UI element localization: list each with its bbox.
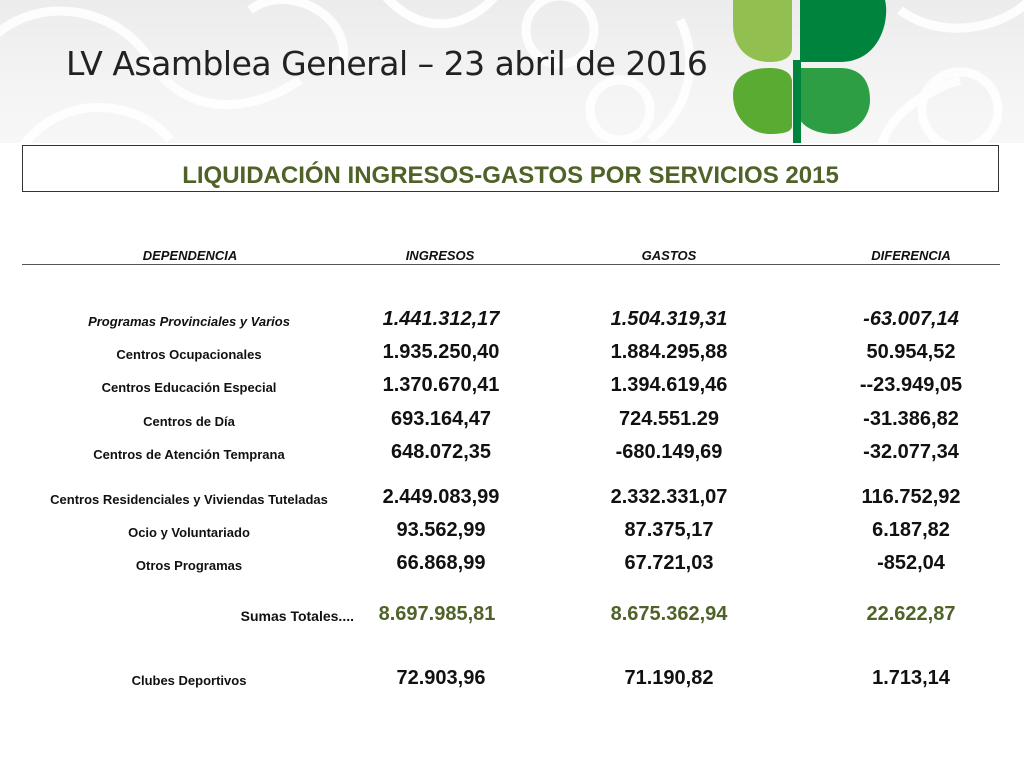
row-ingresos: 93.562,99 (396, 519, 486, 541)
slide-title: LV Asamblea General – 23 abril de 2016 (66, 44, 708, 83)
clover-logo (730, 0, 890, 143)
table-row (0, 479, 1024, 509)
row-label: Otros Programas (135, 558, 243, 573)
header-dependencia: DEPENDENCIA (142, 248, 238, 263)
table-row (0, 334, 1024, 364)
row-gastos: -680.149,69 (615, 441, 723, 463)
row-diferencia: --23.949,05 (859, 374, 963, 396)
row-label: Centros de Atención Temprana (93, 447, 285, 462)
row-ingresos: 1.441.312,17 (382, 308, 500, 330)
row-gastos: 67.721,03 (624, 552, 714, 574)
totals-label: Sumas Totales.... (240, 608, 354, 624)
table-row (0, 367, 1024, 397)
row-gastos: 2.332.331,07 (610, 486, 728, 508)
row-label: Centros de Día (143, 414, 235, 429)
extra-diferencia: 1.713,14 (872, 667, 950, 689)
row-ingresos: 1.935.250,40 (382, 341, 500, 363)
header-band (0, 0, 1024, 143)
row-ingresos: 693.164,47 (390, 408, 492, 430)
row-diferencia: 50.954,52 (866, 341, 956, 363)
row-ingresos: 66.868,99 (396, 552, 486, 574)
row-label: Centros Educación Especial (101, 380, 277, 395)
totals-diferencia: 22.622,87 (866, 603, 956, 625)
table-row (0, 401, 1024, 431)
row-diferencia: -63.007,14 (863, 308, 959, 330)
extra-row (0, 660, 1024, 690)
table-title: LIQUIDACIÓN INGRESOS-GASTOS POR SERVICIOS 2015 (182, 162, 839, 189)
row-label: Programas Provinciales y Varios (88, 314, 290, 329)
table-title-box (22, 145, 999, 192)
header-gastos: GASTOS (641, 248, 697, 263)
row-diferencia: 6.187,82 (872, 519, 950, 541)
row-gastos: 724.551.29 (618, 408, 720, 430)
table-row (0, 512, 1024, 542)
extra-ingresos: 72.903,96 (396, 667, 486, 689)
row-ingresos: 1.370.670,41 (382, 374, 500, 396)
header-diferencia: DIFERENCIA (871, 248, 951, 263)
row-diferencia: -852,04 (877, 552, 945, 574)
row-gastos: 1.504.319,31 (610, 308, 728, 330)
row-ingresos: 648.072,35 (390, 441, 492, 463)
extra-gastos: 71.190,82 (624, 667, 714, 689)
row-label: Centros Ocupacionales (116, 347, 262, 362)
table-header-row (22, 246, 1000, 265)
row-gastos: 87.375,17 (624, 519, 714, 541)
row-label: Centros Residenciales y Viviendas Tuteladas (50, 492, 328, 507)
row-label: Ocio y Voluntariado (128, 525, 250, 540)
totals-gastos: 8.675.362,94 (610, 603, 728, 625)
row-gastos: 1.884.295,88 (610, 341, 728, 363)
extra-label: Clubes Deportivos (131, 673, 247, 688)
totals-ingresos: 8.697.985,81 (378, 603, 496, 625)
header-ingresos: INGRESOS (405, 248, 475, 263)
row-gastos: 1.394.619,46 (610, 374, 728, 396)
totals-row (0, 596, 1024, 626)
row-ingresos: 2.449.083,99 (382, 486, 500, 508)
row-diferencia: -31.386,82 (863, 408, 959, 430)
table-row (0, 545, 1024, 575)
table-row (0, 301, 1024, 331)
table-row (0, 434, 1024, 464)
row-diferencia: 116.752,92 (861, 486, 961, 508)
row-diferencia: -32.077,34 (863, 441, 959, 463)
